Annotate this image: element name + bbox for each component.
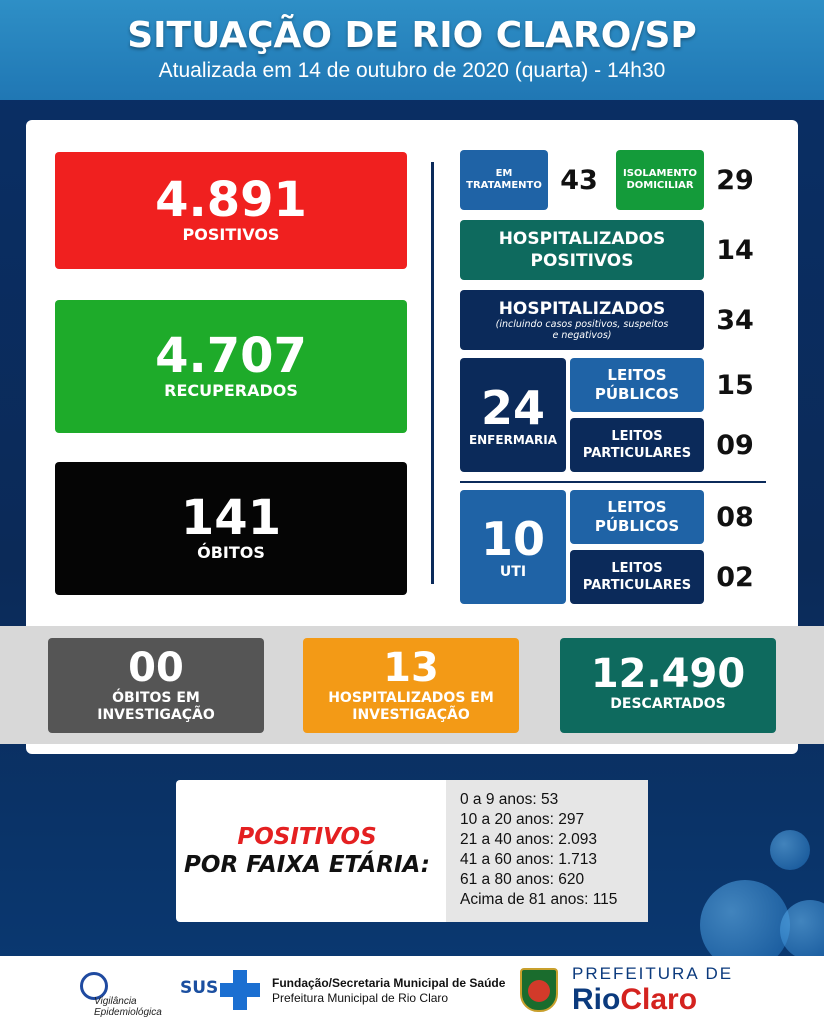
uti-particulares-label-2: PARTICULARES	[582, 578, 692, 593]
hosp-positivos-label-1: HOSPITALIZADOS	[498, 229, 666, 249]
isolamento-value: 29	[704, 150, 766, 210]
enfermaria-publicos-value: 15	[704, 358, 766, 412]
positivos-label: POSITIVOS	[182, 225, 280, 244]
enfermaria-particulares-label-2: PARTICULARES	[582, 446, 692, 461]
hosp-investigacao-label-2: INVESTIGAÇÃO	[352, 707, 470, 723]
hosp-investigacao-box	[303, 638, 519, 733]
age-card	[176, 780, 648, 922]
brasao-icon	[520, 968, 558, 1012]
positivos-box	[55, 152, 407, 269]
descartados-box	[560, 638, 776, 733]
descartados-label: DESCARTADOS	[610, 696, 726, 712]
fundacao-text	[272, 976, 505, 1006]
uti-publicos-label-2: PÚBLICOS	[594, 517, 680, 535]
list-item: 21 a 40 anos: 2.093	[460, 831, 598, 848]
age-title-2: POR FAIXA ETÁRIA:	[184, 852, 430, 878]
obitos-box	[55, 462, 407, 595]
obitos-label: ÓBITOS	[197, 543, 265, 562]
hosp-investigacao-value: 13	[383, 645, 439, 691]
hospitalizados-value: 34	[704, 290, 766, 350]
obitos-investigacao-label-1: ÓBITOS EM	[112, 690, 200, 706]
vigilancia-logo	[66, 972, 166, 1018]
footer	[0, 956, 824, 1024]
header	[0, 0, 824, 100]
list-item: Acima de 81 anos: 115	[460, 891, 618, 908]
uti-publicos-label-1: LEITOS	[607, 498, 667, 516]
enfermaria-publicos-label-2: PÚBLICOS	[594, 385, 680, 403]
recuperados-box	[55, 300, 407, 433]
enfermaria-value: 24	[480, 381, 545, 435]
hosp-positivos-value: 14	[704, 220, 766, 280]
isolamento-label-2: DOMICILIAR	[626, 180, 694, 191]
descartados-value: 12.490	[590, 651, 746, 697]
vigilancia-text	[94, 996, 162, 1018]
uti-particulares-label	[570, 550, 704, 604]
uti-publicos-value: 08	[704, 490, 766, 544]
enfermaria-publicos-label-1: LEITOS	[607, 366, 667, 384]
sus-label: SUS	[180, 978, 219, 998]
em-tratamento-label	[460, 150, 548, 210]
uti-publicos-label	[570, 490, 704, 544]
em-tratamento-label-2: TRATAMENTO	[466, 180, 542, 191]
vertical-divider	[431, 162, 434, 584]
fundacao-line-2: Prefeitura Municipal de Rio Claro	[272, 991, 449, 1005]
hospitalizados-note-2: e negativos)	[552, 330, 612, 341]
list-item: 41 a 60 anos: 1.713	[460, 851, 598, 868]
sus-cross-icon	[220, 970, 260, 1010]
em-tratamento-label-1: EM	[495, 168, 513, 179]
rio-text: Rio	[572, 983, 621, 1016]
uti-box	[460, 490, 566, 604]
em-tratamento-value: 43	[548, 150, 610, 210]
isolamento-label-1: ISOLAMENTO	[622, 168, 697, 179]
enfermaria-box	[460, 358, 566, 472]
obitos-investigacao-box	[48, 638, 264, 733]
hospitalizados-label	[460, 290, 704, 350]
prefeitura-logo	[572, 964, 733, 1016]
uti-label: UTI	[499, 564, 527, 580]
vigilancia-text-1: Vigilância	[94, 996, 137, 1007]
fundacao-line-1: Fundação/Secretaria Municipal de Saúde	[272, 976, 506, 990]
hosp-positivos-label	[460, 220, 704, 280]
obitos-investigacao-value: 00	[128, 645, 184, 691]
page-subtitle: Atualizada em 14 de outubro de 2020 (quarta) - 14h30	[158, 59, 666, 82]
list-item: 10 a 20 anos: 297	[460, 811, 585, 828]
enfermaria-particulares-label-1: LEITOS	[611, 429, 663, 444]
hosp-investigacao-label-1: HOSPITALIZADOS EM	[328, 690, 494, 706]
positivos-value: 4.891	[155, 172, 307, 228]
claro-text: Claro	[620, 983, 698, 1016]
age-list	[446, 780, 648, 922]
isolamento-label	[616, 150, 704, 210]
enfermaria-particulares-value: 09	[704, 418, 766, 472]
hosp-positivos-label-2: POSITIVOS	[530, 251, 634, 271]
rio-claro-text	[572, 984, 733, 1016]
virus-decoration-icon	[770, 830, 810, 870]
enfermaria-particulares-label	[570, 418, 704, 472]
list-item: 61 a 80 anos: 620	[460, 871, 585, 888]
prefeitura-de-text: PREFEITURA DE	[572, 964, 734, 983]
uti-particulares-value: 02	[704, 550, 766, 604]
uti-particulares-label-1: LEITOS	[611, 561, 663, 576]
recuperados-label: RECUPERADOS	[164, 381, 298, 400]
age-title	[176, 780, 438, 922]
obitos-value: 141	[180, 490, 282, 546]
vigilancia-text-2: Epidemiológica	[94, 1007, 162, 1018]
recuperados-value: 4.707	[155, 328, 307, 384]
age-title-1: POSITIVOS	[237, 824, 377, 850]
hospitalizados-title: HOSPITALIZADOS	[498, 299, 666, 319]
uti-value: 10	[480, 512, 545, 566]
horizontal-divider	[460, 481, 766, 483]
hospitalizados-note-1: (incluindo casos positivos, suspeitos	[495, 319, 669, 330]
list-item: 0 a 9 anos: 53	[460, 791, 559, 808]
obitos-investigacao-label-2: INVESTIGAÇÃO	[97, 707, 215, 723]
page-title: SITUAÇÃO DE RIO CLARO/SP	[127, 15, 697, 56]
enfermaria-publicos-label	[570, 358, 704, 412]
enfermaria-label: ENFERMARIA	[468, 433, 558, 447]
